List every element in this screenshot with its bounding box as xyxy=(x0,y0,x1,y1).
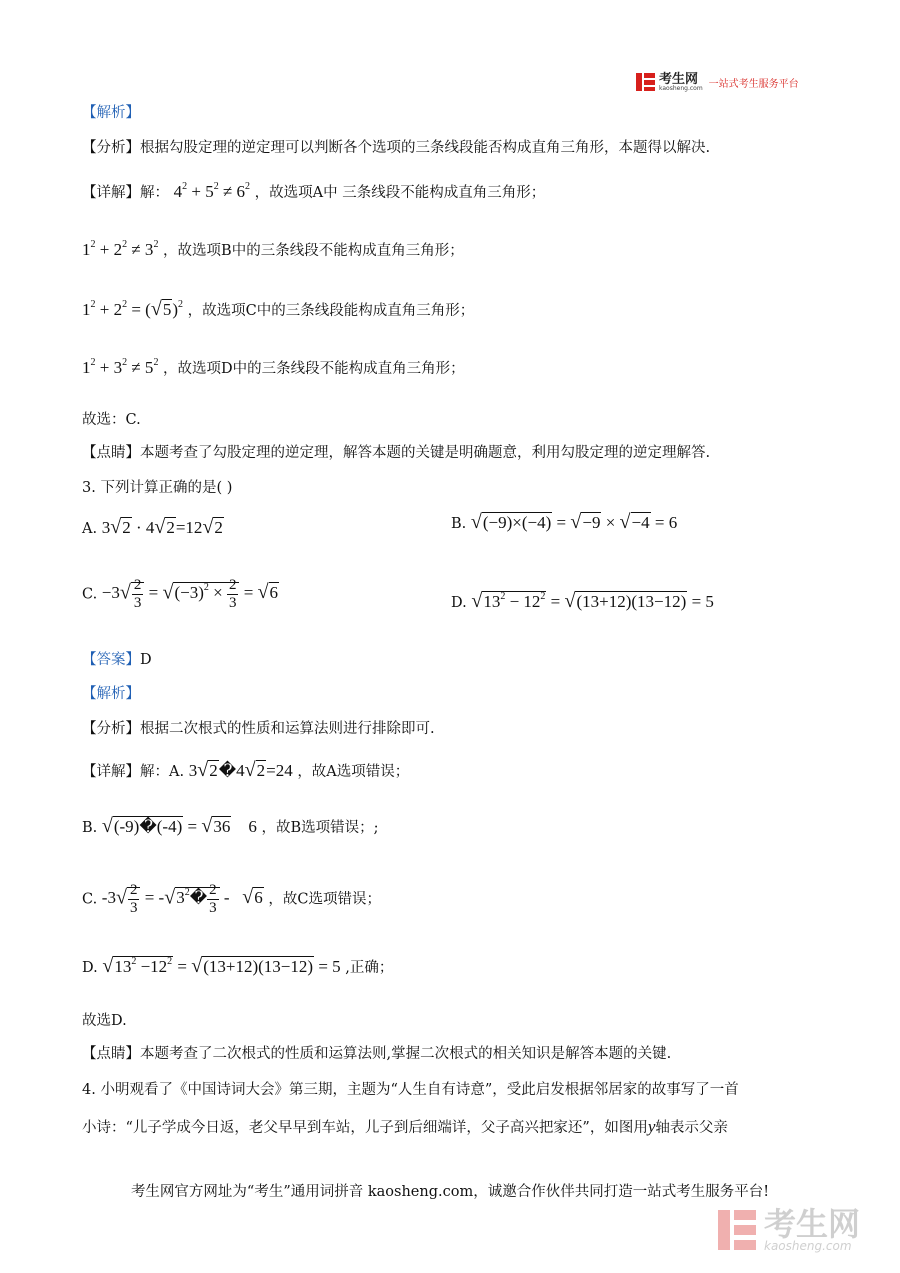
q3-fenxi xyxy=(82,719,435,739)
q3-detail-d xyxy=(82,956,393,978)
q3-detail-a-formula: 3√2�4√2=24 xyxy=(188,759,293,781)
header-slogan: 一站式考生服务平台 xyxy=(708,78,799,90)
q3-opt-d-label: D. xyxy=(451,595,467,611)
q2-c-text: ，故选项C中的三条线段能构成直角三角形； xyxy=(187,303,475,319)
q3-opt-b-label: B. xyxy=(451,516,467,532)
q2-fenxi-text: 根据勾股定理的逆定理可以判断各个选项的三条线段能否构成直角三角形，本题得以解决. xyxy=(140,140,711,156)
q2-formula-d: $1^2 + 3^2 \ne 5^2$ xyxy=(82,357,159,377)
q3-dianjing-tag: 【点睛】 xyxy=(82,1046,140,1062)
q3-detail-c xyxy=(82,882,381,917)
q3-guxuan: 故选D. xyxy=(82,1013,127,1029)
q3-jiexi-heading: 【解析】 xyxy=(82,686,140,702)
q3-detail-d-label: D. xyxy=(82,960,98,976)
header-logo xyxy=(636,71,799,93)
q3-detail-b xyxy=(82,816,379,838)
q4-line1-text: 小明观看了《中国诗词大会》第三期，主题为“人生自有诗意”，受此启发根据邻居家的故事写了一首 xyxy=(100,1082,739,1098)
q3-opt-b-formula: √(−9)×(−4) = √−9 × √−4 = 6 xyxy=(470,511,678,533)
q3-jie-a: 解：A. xyxy=(140,764,185,780)
q2-guxuan: 故选：C. xyxy=(82,412,141,428)
q2-dianjing xyxy=(82,443,710,463)
watermark-domain: kaosheng.com xyxy=(764,1239,852,1253)
q3-option-b xyxy=(451,512,677,534)
watermark-name: 考生网 xyxy=(764,1205,861,1243)
q2-xiangjie-tag: 【详解】 xyxy=(82,185,140,201)
q3-detail-b-formula: √(-9)�(-4) = √36 6 xyxy=(101,815,257,837)
watermark-logo-icon xyxy=(718,1208,758,1252)
q2-detail-c xyxy=(82,299,474,321)
q2-d-text: ，故选项D中的三条线段不能构成直角三角形； xyxy=(163,361,465,377)
q2-detail-a xyxy=(82,182,545,203)
q4-number: 4. xyxy=(82,1082,96,1098)
logo-icon xyxy=(636,71,656,93)
q3-fenxi-tag: 【分析】 xyxy=(82,721,140,737)
q3-answer-tag: 【答案】 xyxy=(82,652,140,668)
q3-detail-a-text: ，故A选项错误； xyxy=(297,764,410,780)
q3-stem-text: 下列计算正确的是( ) xyxy=(100,480,233,496)
q3-number: 3. xyxy=(82,480,96,496)
q3-detail-b-label: B. xyxy=(82,820,98,836)
q2-dianjing-tag: 【点睛】 xyxy=(82,445,140,461)
q2-a-text: ，故选项A中 三条线段不能构成直角三角形； xyxy=(254,185,546,201)
q2-jiexi-heading: 【解析】 xyxy=(82,105,140,121)
q3-detail-b-text: ，故B选项错误；; xyxy=(261,820,379,836)
q2-dianjing-text: 本题考查了勾股定理的逆定理，解答本题的关键是明确题意，利用勾股定理的逆定理解答. xyxy=(140,445,711,461)
q4-line2 xyxy=(82,1117,728,1138)
q3-opt-c-formula: −3√ $\frac{2}{3}$ = $√(-3)^2$ × $\frac{2}{3}$ = √6 xyxy=(101,577,279,611)
q3-detail-d-text: ,正确； xyxy=(345,960,394,976)
q3-xiangjie-tag: 【详解】 xyxy=(82,764,140,780)
q2-b-text: ，故选项B中的三条线段不能构成直角三角形； xyxy=(163,243,464,259)
q2-formula-c: $1^2 + 2^2 = (√5)^2$ xyxy=(82,298,183,320)
q2-formula-a: $4^2 + 5^2 \ne 6^2$ xyxy=(173,181,251,201)
q3-opt-a-label: A. xyxy=(82,521,98,537)
footer-text: 考生网官方网址为“考生”通用词拼音 kaosheng.com，诚邀合作伙伴共同打造一站式考生服务平台! xyxy=(130,1184,770,1200)
q2-formula-b: $1^2 + 2^2 \ne 3^2$ xyxy=(82,239,159,259)
q4-line2-text: 小诗：“儿子学成今日返，老父早早到车站，儿子到后细端详，父子高兴把家还”，如图用 xyxy=(82,1120,648,1136)
q3-dianjing xyxy=(82,1044,671,1064)
q4-line1 xyxy=(82,1080,739,1100)
q3-detail-c-label: C. xyxy=(82,891,98,908)
logo-name: 考生网 xyxy=(659,71,699,87)
q2-detail-b xyxy=(82,240,464,261)
q3-option-d xyxy=(451,591,714,613)
q3-option-c xyxy=(82,577,279,612)
q3-option-a xyxy=(82,517,224,539)
q3-detail-d-formula: $√13^2 -12^2 = √(13+12)(13-12) = 5$ xyxy=(102,955,341,977)
q3-dianjing-text: 本题考查了二次根式的性质和运算法则,掌握二次根式的相关知识是解答本题的关键. xyxy=(140,1046,672,1062)
q2-fenxi-tag: 【分析】 xyxy=(82,140,140,156)
q3-detail-c-formula: -3√ $\frac{2}{3}$ = $-√3^2�$ $\frac{2}{3}$ - √6 xyxy=(101,882,263,916)
q3-answer xyxy=(82,650,152,670)
footer-watermark xyxy=(718,1205,861,1253)
q3-opt-c-label: C. xyxy=(82,586,98,603)
q3-stem xyxy=(82,478,232,498)
q4-line2-end: 轴表示父亲 xyxy=(655,1120,728,1136)
q3-detail-c-text: ，故C选项错误； xyxy=(268,891,381,908)
q3-opt-d-formula: $√13^2 - 12^2 = √(13+12)(13-12) = 5$ xyxy=(471,590,714,612)
q3-detail-a xyxy=(82,760,409,782)
q4-line2-var: y xyxy=(647,1117,656,1136)
q3-answer-value: D xyxy=(140,652,152,668)
q3-opt-a-formula: 3√2 · 4√2=12√2 xyxy=(101,516,223,538)
q2-fenxi xyxy=(82,138,710,158)
q2-jie: 解： xyxy=(140,185,169,201)
q3-fenxi-text: 根据二次根式的性质和运算法则进行排除即可. xyxy=(140,721,435,737)
q2-detail-d xyxy=(82,358,465,379)
logo-domain: kaosheng.com xyxy=(659,84,703,92)
